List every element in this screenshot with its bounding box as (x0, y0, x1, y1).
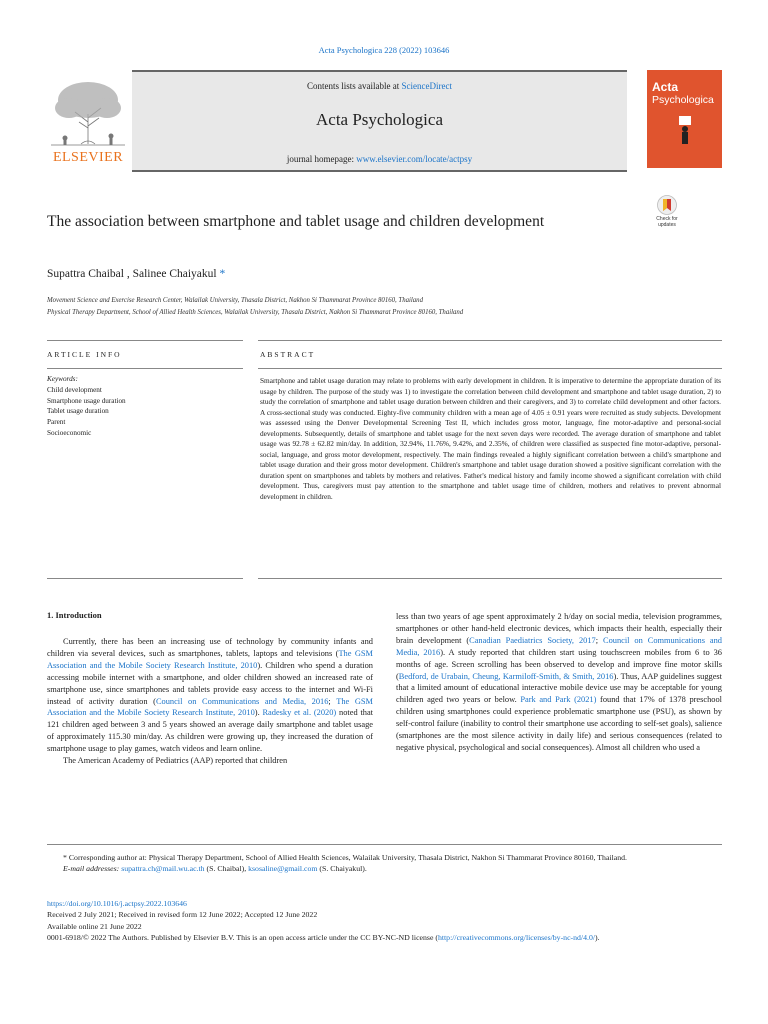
abstract-body: Smartphone and tablet usage duration may relate to problems with early development in children. It is imperative to determine the appropriate duration of its usage by children. The purpose of the study was 1) to investigate the correlation between child development and smartphone and tablet usage duration, 2) to study the correlation of smartphone and tablet usage duration between children and their caregivers, and 3) to correlate child development and other factors. A cross-sectional study was conducted. Eighty-five community children with a mean age of 4.05 ± 0.91 years were recruited as study subjects. Development was assessed using the Denver Developmental Screening Test II, which includes gross motor, language, fine motor-adaptive and personal-social developments. Subsequently, details of smartphone and tablet usage for the next seven days were recorded. The average duration of smartphone and tablet usage was 92.78 ± 62.82 min/day. In addition, 32.94%, 11.76%, 9.42%, and 2.35%, of children were classified as suspected fine motor-adaptive, personal-social, language, and gross motor development, respectively. The main findings revealed a highly significant correlation between a child's smartphone and tablet usage duration and their gross motor development. Children's smartphone and tablet usage duration showed a positive significant correlation with the duration spent on smartphones and tablets by mothers and relatives. Father's medical history and family income showed a significant correlation with child development. Thus, caregivers must pay attention to the smartphone and tablet usage time of children, mothers and relatives to prevent abnormal development in children. (260, 376, 721, 502)
homepage-link[interactable]: www.elsevier.com/locate/actpsy (356, 154, 473, 164)
text-run: found that 17% of 1378 preschool children using smartphones could experience problematic smartphone use (PSU), as shown by self-control failure (inability to control their smartphone use according to self-set goals), salience (smartphones are the most silence activity in daily life) and serious consequences (related to negative physical, psychological and social consequences). Almost all children who used a (396, 695, 722, 752)
check-updates-line-1: Check for (656, 216, 678, 222)
footnote-text: Corresponding author at: Physical Therapy Department, School of Allied Health Sciences, Walailak University, Thasala District, Nakhon Si Thammarat Province 80160, Thailand. (66, 853, 627, 862)
text-run: ; (328, 696, 337, 706)
elsevier-wordmark: ELSEVIER (52, 150, 124, 165)
keyword-item: Socioeconomic (47, 428, 92, 437)
keyword-item: Tablet usage duration (47, 407, 109, 416)
bookmark-check-icon (657, 195, 677, 217)
homepage-prefix: journal homepage: (286, 154, 357, 164)
body-column-right (396, 611, 722, 754)
author-separator: , (123, 268, 133, 280)
check-updates-label (644, 216, 690, 228)
cover-title-word-2: Psychologica (652, 94, 714, 106)
corresponding-author-note (47, 852, 722, 863)
text-run: ). Children who spend a duration accessing mobile internet with a smartphone, and older children showed an increased rate of smartphone use, since smartphones and tablets provide easy access to the internet and Wi-Fi instead of activity duration ( (47, 660, 373, 706)
paragraph (396, 611, 722, 754)
author-list (47, 268, 225, 280)
footnote-divider (47, 844, 722, 845)
citation-link[interactable]: The GSM Association and the Mobile Society Research Institute, 2010 (47, 648, 373, 670)
keyword-item: Parent (47, 418, 66, 427)
email-link[interactable]: supattra.ch@mail.wu.ac.th (121, 864, 205, 874)
check-for-updates-badge[interactable] (644, 195, 690, 239)
email-addresses (47, 863, 722, 874)
cover-title-word-1: Acta (652, 80, 679, 94)
divider (258, 340, 722, 341)
elsevier-tree-icon (51, 78, 125, 146)
contents-line (132, 81, 627, 91)
check-updates-line-2: updates (658, 222, 676, 228)
available-online-date: Available online 21 June 2022 (47, 921, 142, 931)
abstract-heading: ABSTRACT (260, 350, 316, 359)
citation-link[interactable]: Council on Communications and Media, 2016 (155, 696, 329, 706)
keywords-label: Keywords: (47, 375, 78, 383)
email-link[interactable]: ksosaline@gmail.com (248, 864, 318, 874)
email-label: E-mail addresses: (63, 864, 122, 874)
citation-link[interactable]: The GSM Association and the Mobile Society Research Institute, 2010 (47, 696, 373, 718)
citation-link[interactable]: Canadian Paediatrics Society, 2017 (469, 635, 596, 645)
footnote-mark: * (63, 853, 67, 862)
article-title: The association between smartphone and tablet usage and children development (47, 213, 545, 230)
author-name[interactable]: Salinee Chaiyakul (132, 268, 217, 280)
footnote (47, 852, 722, 875)
divider (47, 340, 243, 341)
elsevier-logo[interactable] (47, 70, 129, 166)
text-run: ). Thus, AAP guidelines suggest that a limited amount of educational interactive mobile device use may be acceptable for young children aged two years or below. (396, 671, 722, 705)
affiliation: Physical Therapy Department, School of Allied Health Sciences, Walailak University, Thasala District, Nakhon Si Thammarat Province 80160, Thailand (47, 309, 464, 316)
cover-figure-icon (675, 110, 695, 146)
text-run: Currently, there has been an increasing use of technology by community infants and children via several devices, such as smartphones, tablets, laptops and televisions ( (47, 637, 373, 658)
email-owner: (S. Chaibal), (204, 864, 249, 874)
section-heading-introduction: 1. Introduction (47, 610, 102, 620)
homepage-line (132, 154, 627, 164)
author-name[interactable]: Supattra Chaibal (47, 268, 124, 280)
sciencedirect-link[interactable]: ScienceDirect (401, 81, 452, 91)
email-owner: (S. Chaiyakul). (317, 864, 367, 874)
doi-link[interactable]: https://doi.org/10.1016/j.actpsy.2022.103646 (47, 899, 187, 908)
license-statement (47, 932, 722, 943)
license-link[interactable]: http://creativecommons.org/licenses/by-nc-nd/4.0/ (437, 932, 596, 942)
keywords-list (47, 374, 243, 439)
citation-link[interactable]: Radesky et al. (2020) (262, 708, 337, 718)
paragraph (47, 636, 373, 755)
text-run: noted that 121 children aged between 3 and 5 years showed an average daily smartphone and tablet usage of approximately 115.30 min/day. As children were growing up, they increased the duration of smartphone usage to play games, watch videos and learn online. (47, 708, 374, 754)
citation-link[interactable]: Council on Communications and Media, 2016 (396, 635, 722, 657)
divider (258, 368, 722, 369)
divider (47, 578, 243, 579)
citation-link[interactable]: Park and Park (2021) (520, 695, 597, 705)
journal-reference[interactable]: Acta Psychologica 228 (2022) 103646 (318, 45, 450, 55)
paragraph: The American Academy of Pediatrics (AAP) reported that children (63, 756, 288, 766)
license-text: ). (595, 932, 600, 942)
divider (47, 368, 243, 369)
received-dates: Received 2 July 2021; Received in revised form 12 June 2022; Accepted 12 June 2022 (47, 910, 318, 920)
publication-info (47, 898, 722, 943)
keyword-item: Child development (47, 385, 102, 394)
text-run: less than two years of age spent approximately 2 h/day on social media, television programmes, smartphones or other hand-held electronic devices, which impacts their health, especially their brain development ( (396, 612, 722, 645)
corresponding-author-mark[interactable]: * (216, 268, 226, 280)
divider (258, 578, 722, 579)
journal-cover-thumbnail[interactable] (647, 70, 722, 168)
text-run: ; (595, 635, 603, 645)
keyword-item: Smartphone usage duration (47, 396, 126, 405)
journal-name: Acta Psychologica (316, 110, 443, 129)
contents-prefix: Contents lists available at (307, 81, 402, 91)
citation-link[interactable]: Bedford, de Urabain, Cheung, Karmiloff-Smith, & Smith, 2016 (398, 671, 614, 681)
journal-masthead (47, 70, 721, 176)
article-info-heading: ARTICLE INFO (47, 350, 122, 359)
text-run: ). (254, 708, 263, 718)
body-column-left (47, 636, 373, 767)
affiliation: Movement Science and Exercise Research Center, Walailak University, Thasala District, Nakhon Si Thammarat Province 80160, Thailand (47, 297, 423, 304)
masthead-box (132, 70, 627, 172)
text-run: ). A study reported that children start using touchscreen mobiles from 6 to 36 months of age. Screen scrolling has been observed to develop and improve fine motor skills ( (396, 647, 722, 681)
license-text: 0001-6918/© 2022 The Authors. Published by Elsevier B.V. This is an open access article under the CC BY-NC-ND license ( (47, 932, 438, 942)
